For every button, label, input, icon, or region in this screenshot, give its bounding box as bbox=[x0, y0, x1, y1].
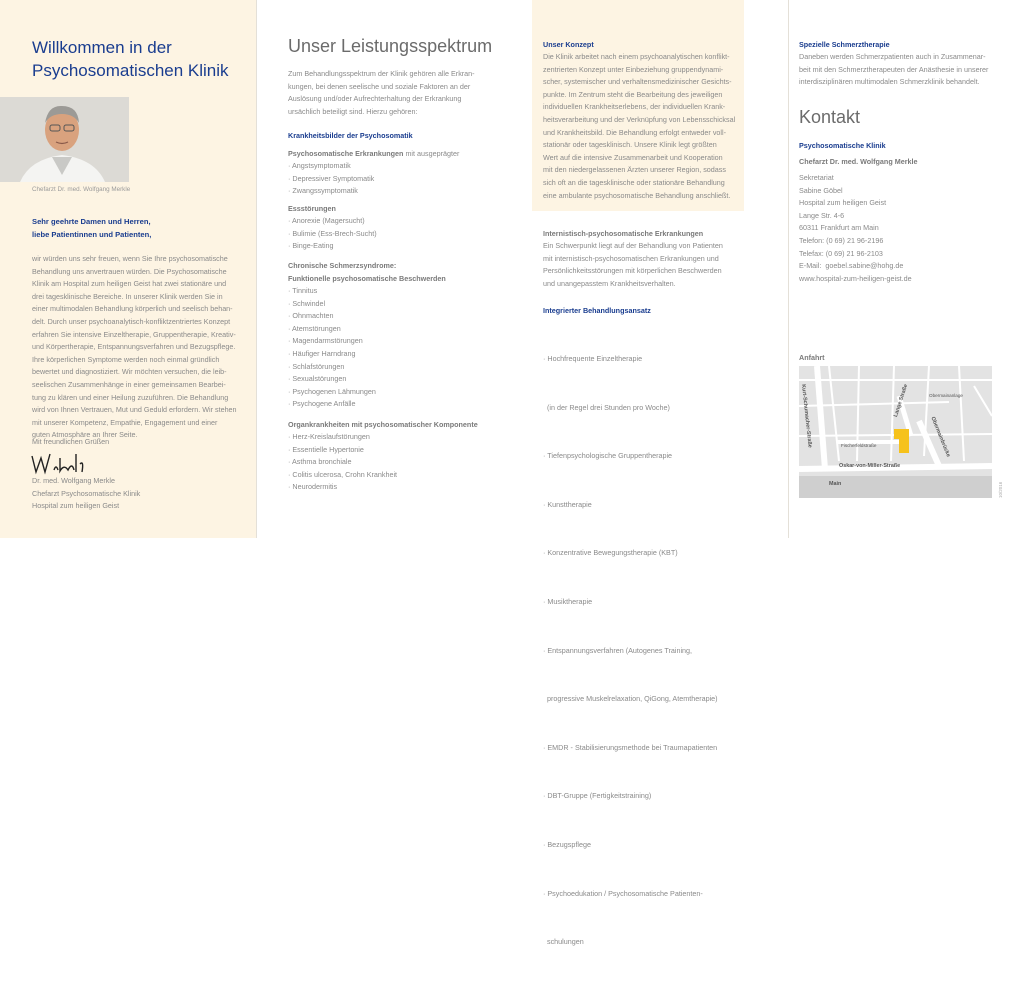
konzept-line: scher, systemischer und verhaltensmedizinischer Gesichts- bbox=[543, 77, 732, 87]
welcome-title-line1: Willkommen in der bbox=[32, 38, 172, 57]
grp4-list bbox=[288, 431, 397, 494]
salutation-line1: Sehr geehrte Damen und Herren, bbox=[32, 217, 151, 226]
list-item: · Asthma bronchiale bbox=[288, 457, 352, 467]
konzept-line: individuellen Krankheitserlebens, der individuellen Krank- bbox=[543, 102, 726, 112]
schmerz-title: Spezielle Schmerztherapie bbox=[799, 40, 890, 49]
list-item: · Binge-Eating bbox=[288, 241, 334, 251]
salutation bbox=[32, 216, 151, 241]
list-item: · Entspannungsverfahren (Autogenes Training, bbox=[543, 645, 693, 655]
list-item: · Konzentrative Bewegungstherapie (KBT) bbox=[543, 548, 678, 558]
map-label-obermain: Obermainanlage bbox=[929, 393, 963, 398]
list-item: · Tiefenpsychologische Gruppentherapie bbox=[543, 451, 673, 461]
intro-line: Zum Behandlungsspektrum der Klinik gehören alle Erkran- bbox=[288, 69, 475, 78]
contact-details bbox=[799, 172, 912, 285]
konzept-line: heitsverarbeitung und der Verknüpfung von Lebensschicksal bbox=[543, 114, 736, 124]
divider bbox=[788, 0, 789, 538]
list-item: · Psychoedukation / Psychosomatische Patienten- bbox=[543, 888, 703, 898]
list-item: · Musiktherapie bbox=[543, 596, 593, 606]
contact-line: Lange Str. 4-6 bbox=[799, 210, 845, 220]
body-line: guten Atmosphäre an Ihrer Seite. bbox=[32, 430, 138, 440]
closing: Mit freundlichen Grüßen bbox=[32, 437, 110, 446]
grp2-list bbox=[288, 215, 377, 253]
list-item: · DBT-Gruppe (Fertigkeitstraining) bbox=[543, 791, 652, 801]
list-item: · Tinnitus bbox=[288, 286, 318, 295]
krankheitsbilder-heading: Krankheitsbilder der Psychosomatik bbox=[288, 131, 413, 140]
grp1-title-suffix: mit ausgeprägter bbox=[403, 149, 460, 158]
welcome-title-line2: Psychosomatischen Klinik bbox=[32, 61, 229, 80]
sign-line: Dr. med. Wolfgang Merkle bbox=[32, 476, 115, 485]
list-item: · Psychogenen Lähmungen bbox=[288, 386, 376, 396]
body-line: wird von Ihnen Vertrauen, Mut und Geduld erfordern. Wir stehen bbox=[32, 405, 237, 415]
list-item: · Neurodermitis bbox=[288, 482, 338, 492]
location-map[interactable] bbox=[799, 366, 992, 498]
intern-line: mit internistisch-psychosomatischen Erkrankungen und bbox=[543, 253, 719, 263]
body-line: seelischen Zusammenhänge in einer gemeinsamen Bearbei- bbox=[32, 379, 226, 389]
grp1-list bbox=[288, 160, 374, 198]
body-line: Ihre körperlichen Symptome werden noch einmal gründlich bbox=[32, 354, 220, 364]
list-item: · Hochfrequente Einzeltherapie bbox=[543, 354, 643, 363]
map-label-main: Main bbox=[829, 481, 842, 487]
intro-line: Auslösung und/oder Aufrechterhaltung der Erkrankung bbox=[288, 94, 462, 104]
kontakt-title: Kontakt bbox=[799, 107, 861, 127]
doctor-photo bbox=[0, 97, 129, 182]
konzept-line: mit den niedergelassenen Ärzten unserer Region, sodass bbox=[543, 165, 726, 175]
konzept-line: Wert auf die intensive Zusammenarbeit und Kooperation bbox=[543, 152, 723, 162]
intro-line: kungen, bei denen seelische und soziale Faktoren an der bbox=[288, 81, 471, 91]
konzept-line: stationär oder tagesklinisch. Unsere Klinik legt größten bbox=[543, 140, 717, 150]
anfahrt-title: Anfahrt bbox=[799, 353, 825, 362]
list-item: · Magendarmstörungen bbox=[288, 336, 363, 346]
map-label-kurt: Kurt-Schumacher-Straße bbox=[800, 384, 813, 449]
list-item: progressive Muskelrelaxation, QiGong, Atemtherapie) bbox=[543, 694, 718, 704]
grp1-title-bold: Psychosomatische Erkrankungen bbox=[288, 149, 404, 158]
contact-line: 60311 Frankfurt am Main bbox=[799, 223, 879, 233]
website-link[interactable]: www.hospital-zum-heiligen-geist.de bbox=[799, 273, 912, 283]
grp3-title-line1: Chronische Schmerzsyndrome: bbox=[288, 261, 397, 270]
list-item: · Kunsttherapie bbox=[543, 499, 592, 509]
list-item: · Essentielle Hypertonie bbox=[288, 444, 364, 454]
grp2-title: Essstörungen bbox=[288, 204, 336, 213]
grp3-title-line2: Funktionelle psychosomatische Beschwerden bbox=[288, 273, 446, 283]
schmerz-text bbox=[799, 51, 1021, 89]
list-item: · Atemstörungen bbox=[288, 323, 341, 333]
intern-text bbox=[543, 240, 753, 290]
map-label-oskar: Oskar-von-Miller-Straße bbox=[839, 463, 901, 469]
list-item: · Depressiver Symptomatik bbox=[288, 173, 375, 183]
intro-line: ursächlich beteiligt sind. Hierzu gehören: bbox=[288, 106, 418, 116]
list-item: · Häufiger Harndrang bbox=[288, 348, 356, 358]
intern-line: Ein Schwerpunkt liegt auf der Behandlung von Patienten bbox=[543, 241, 723, 250]
grp4-title: Organkrankheiten mit psychosomatischer Komponente bbox=[288, 420, 478, 429]
schmerz-line: beit mit den Schmerztherapeuten der Anästhesie in unserer bbox=[799, 64, 989, 74]
list-item: · Zwangssymptomatik bbox=[288, 186, 358, 196]
contact-panel bbox=[788, 0, 1024, 538]
list-item: · Bezugspflege bbox=[543, 839, 591, 849]
list-item: · Schwindel bbox=[288, 298, 326, 308]
services-title: Unser Leistungsspektrum bbox=[288, 36, 493, 56]
services-intro bbox=[288, 68, 518, 118]
list-item: · Anorexie (Magersucht) bbox=[288, 216, 365, 225]
list-item: · Psychogene Anfälle bbox=[288, 399, 356, 409]
list-item: · Bulimie (Ess-Brech-Sucht) bbox=[288, 228, 377, 238]
map-label-lange: Lange Straße bbox=[893, 383, 910, 418]
list-item: (in der Regel drei Stunden pro Woche) bbox=[543, 402, 670, 412]
concept-panel bbox=[532, 0, 788, 947]
contact-line: Sekretariat bbox=[799, 173, 834, 182]
intern-title: Internistisch-psychosomatische Erkrankungen bbox=[543, 229, 704, 238]
divider bbox=[256, 0, 257, 538]
body-line: einer multimodalen Behandlung körperlich und seelisch behan- bbox=[32, 304, 233, 314]
services-panel bbox=[256, 0, 532, 538]
photo-caption: Chefarzt Dr. med. Wolfgang Merkle bbox=[32, 186, 131, 193]
body-line: drei tagesklinische Bereiche. In unserer Klinik werden Sie in bbox=[32, 291, 223, 301]
list-item: schulungen bbox=[543, 937, 584, 947]
print-code: 10/2016 bbox=[998, 481, 1003, 498]
divider bbox=[532, 0, 533, 538]
konzept-line: sich oft an die tagesklinische oder stationäre Behandlung bbox=[543, 177, 725, 187]
list-item: · EMDR - Stabilisierungsmethode bei Traumapatienten bbox=[543, 742, 718, 752]
list-item: · Ohnmachten bbox=[288, 311, 334, 321]
konzept-text bbox=[543, 51, 743, 202]
integ-title: Integrierter Behandlungsansatz bbox=[543, 306, 651, 315]
grp3-title bbox=[288, 260, 446, 285]
contact-line: Telefon: (0 69) 21 96-2196 bbox=[799, 235, 884, 245]
welcome-title bbox=[32, 36, 247, 82]
body-line: delt. Durch unser psychoanalytisch-konfliktzentriertes Konzept bbox=[32, 316, 231, 326]
list-item: · Schlafstörungen bbox=[288, 361, 345, 371]
contact-line: Sabine Göbel bbox=[799, 185, 843, 195]
body-line: wir würden uns sehr freuen, wenn Sie Ihre psychosomatische bbox=[32, 254, 228, 263]
welcome-panel bbox=[0, 0, 256, 538]
konzept-line: und Krankheitsbild. Die Behandlung erfolgt entweder voll- bbox=[543, 127, 726, 137]
konzept-line: eine ambulante psychosomatische Behandlung anschließt. bbox=[543, 190, 731, 200]
schmerz-line: interdisziplinären multimodalen Schmerzklinik behandelt. bbox=[799, 77, 980, 87]
intern-line: und unangepasstem Krankheitsverhalten. bbox=[543, 278, 676, 288]
schmerz-line: Daneben werden Schmerzpatienten auch in Zusammenar- bbox=[799, 52, 986, 61]
signature-block bbox=[32, 475, 140, 513]
grp1-title bbox=[288, 148, 459, 161]
grp3-list bbox=[288, 285, 376, 411]
intern-line: Persönlichkeitsstörungen mit körperlichen Beschwerden bbox=[543, 266, 722, 276]
sign-line: Hospital zum heiligen Geist bbox=[32, 501, 120, 511]
salutation-line2: liebe Patientinnen und Patienten, bbox=[32, 229, 152, 239]
map-label-fischer: Fischerfeldstraße bbox=[841, 443, 877, 448]
contact-line: Telefax: (0 69) 21 96-2103 bbox=[799, 248, 883, 258]
clinic-name: Psychosomatische Klinik bbox=[799, 141, 886, 150]
body-line: erfahren Sie intensive Einzeltherapie, Gruppentherapie, Kreativ- bbox=[32, 329, 236, 339]
list-item: · Colitis ulcerosa, Crohn Krankheit bbox=[288, 469, 398, 479]
map-label-obermainbruecke: Obermainbrücke bbox=[929, 416, 952, 458]
welcome-body bbox=[32, 253, 254, 442]
body-line: mit unserer Kompetenz, Empathie, Engagement und einer bbox=[32, 417, 218, 427]
list-item: · Angstsymptomatik bbox=[288, 161, 351, 170]
konzept-title: Unser Konzept bbox=[543, 40, 594, 49]
konzept-line: Die Klinik arbeitet nach einem psychoanalytischen konflikt- bbox=[543, 52, 730, 61]
body-line: Klinik am Hospital zum heiligen Geist hat zwei stationäre und bbox=[32, 279, 227, 289]
email-link[interactable]: E-Mail: goebel.sabine@hohg.de bbox=[799, 261, 904, 271]
body-line: Behandlung uns anvertrauen würden. Die Psychosomatische bbox=[32, 266, 227, 276]
body-line: und Körpertherapie, Entspannungsverfahren und Bezugspflege. bbox=[32, 342, 236, 352]
concept-box bbox=[532, 0, 744, 211]
sign-line: Chefarzt Psychosomatische Klinik bbox=[32, 488, 141, 498]
body-line: bewertet und diagnostiziert. Wir möchten versuchen, die leib- bbox=[32, 367, 227, 377]
contact-line: Hospital zum heiligen Geist bbox=[799, 198, 887, 208]
doctor-name: Chefarzt Dr. med. Wolfgang Merkle bbox=[799, 157, 918, 166]
integ-list bbox=[543, 317, 718, 985]
konzept-line: zentrierten Konzept unter Einbeziehung gruppendynami- bbox=[543, 64, 724, 74]
list-item: · Sexualstörungen bbox=[288, 374, 347, 384]
body-line: tung zu klären und einer Heilung zuzuführen. Die Behandlung bbox=[32, 392, 229, 402]
konzept-line: punkte. Im Zentrum steht die Bearbeitung des jeweiligen bbox=[543, 89, 723, 99]
list-item: · Herz-Kreislaufstörungen bbox=[288, 432, 370, 441]
